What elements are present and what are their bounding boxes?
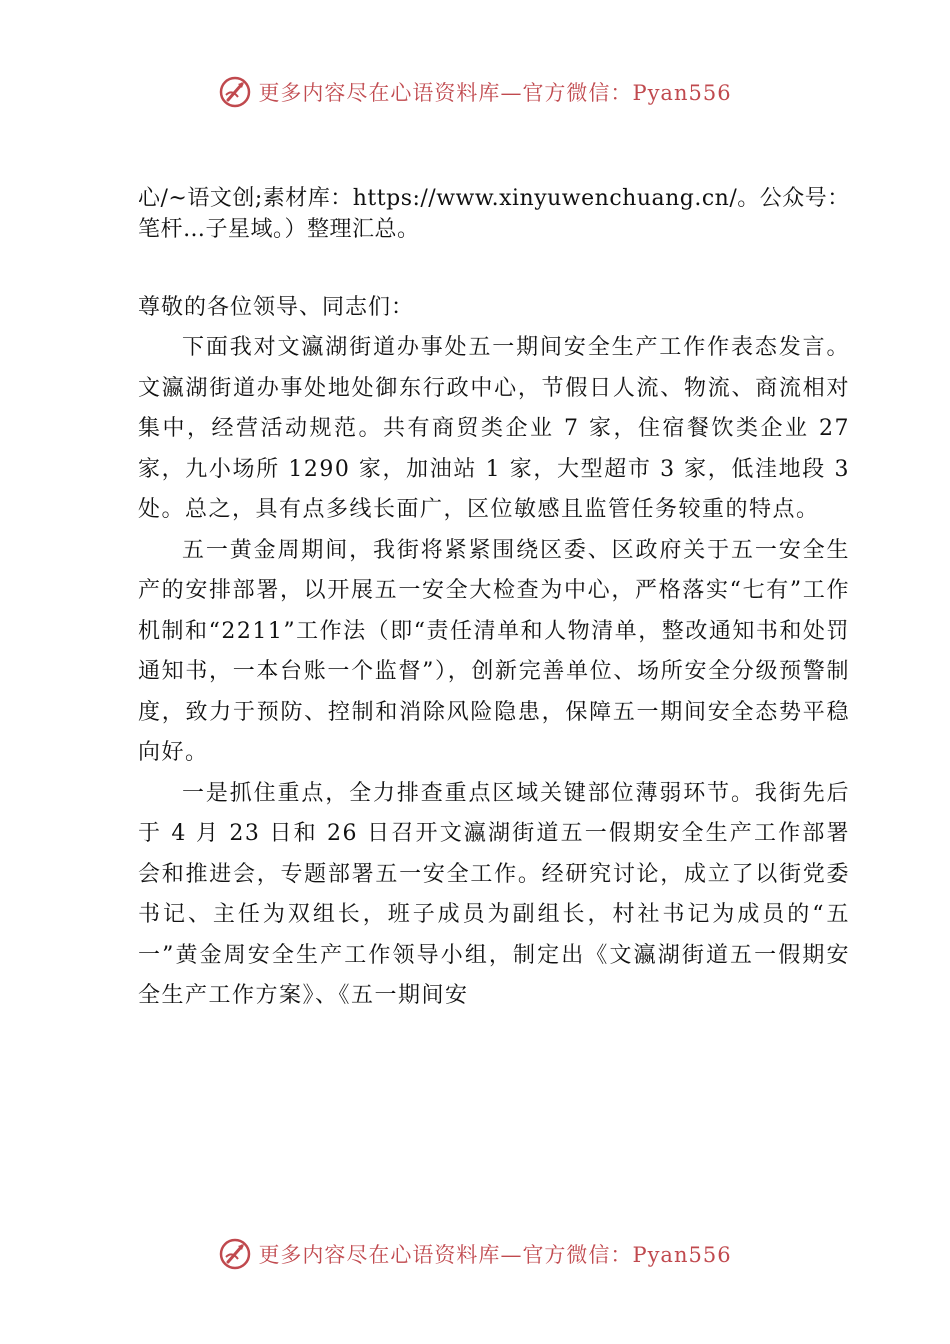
footer-banner-text <box>258 1239 731 1269</box>
pen-logo-icon <box>218 1237 252 1271</box>
paragraph-1: 下面我对文瀛湖街道办事处五一期间安全生产工作作表态发言。文瀛湖街道办事处地处御东行政中心，节假日人流、物流、商流相对集中，经营活动规范。共有商贸类企业 7 家，住宿餐饮类企业 27 家，九小场所 1290 家，加油站 1 家，大型超市 3 家，低洼地段 3 处。总之，具有点多线长面广，区位敏感且监管任务较重的特点。 <box>138 335 850 522</box>
header-banner <box>0 70 950 114</box>
footer-separator: — <box>500 1243 523 1267</box>
footer-site-text: 更多内容尽在心语资料库 <box>258 1243 501 1267</box>
paragraph-2: 五一黄金周期间，我街将紧紧围绕区委、区政府关于五一安全生产的安排部署，以开展五一安全大检查为中心，严格落实“七有”工作机制和“2211”工作法（即“责任清单和人物清单，整改通知书和处罚通知书，一本台账一个监督”），创新完善单位、场所安全分级预警制度，致力于预防、控制和消除风险隐患，保障五一期间安全态势平稳向好。 <box>138 537 850 765</box>
header-wechat-id: Pyan556 <box>632 81 732 105</box>
footer-wechat-label: 官方微信： <box>522 1243 633 1267</box>
header-wechat-label: 官方微信： <box>522 81 633 105</box>
intro-text: 心/~语文创;素材库：https://www.xinyuwenchuang.cn/。公众号：笔杆…子星域。）整理汇总。 <box>138 186 850 242</box>
document-body <box>138 183 850 1017</box>
pen-logo-icon <box>218 75 252 109</box>
header-site-text: 更多内容尽在心语资料库 <box>258 81 501 105</box>
header-banner-text <box>258 77 731 107</box>
salutation: 尊敬的各位领导、同志们： <box>138 295 415 320</box>
footer-wechat-id: Pyan556 <box>632 1243 732 1267</box>
header-separator: — <box>500 81 523 105</box>
footer-banner <box>0 1232 950 1276</box>
paragraph-3: 一是抓住重点，全力排查重点区域关键部位薄弱环节。我街先后于 4 月 23 日和 26 日召开文瀛湖街道五一假期安全生产工作部署会和推进会，专题部署五一安全工作。经研究讨论，成立了以街党委书记、主任为双组长，班子成员为副组长，村社书记为成员的“五一”黄金周安全生产工作领导小组，制定出《文瀛湖街道五一假期安全生产工作方案》、《五一期间安 <box>138 780 850 1008</box>
